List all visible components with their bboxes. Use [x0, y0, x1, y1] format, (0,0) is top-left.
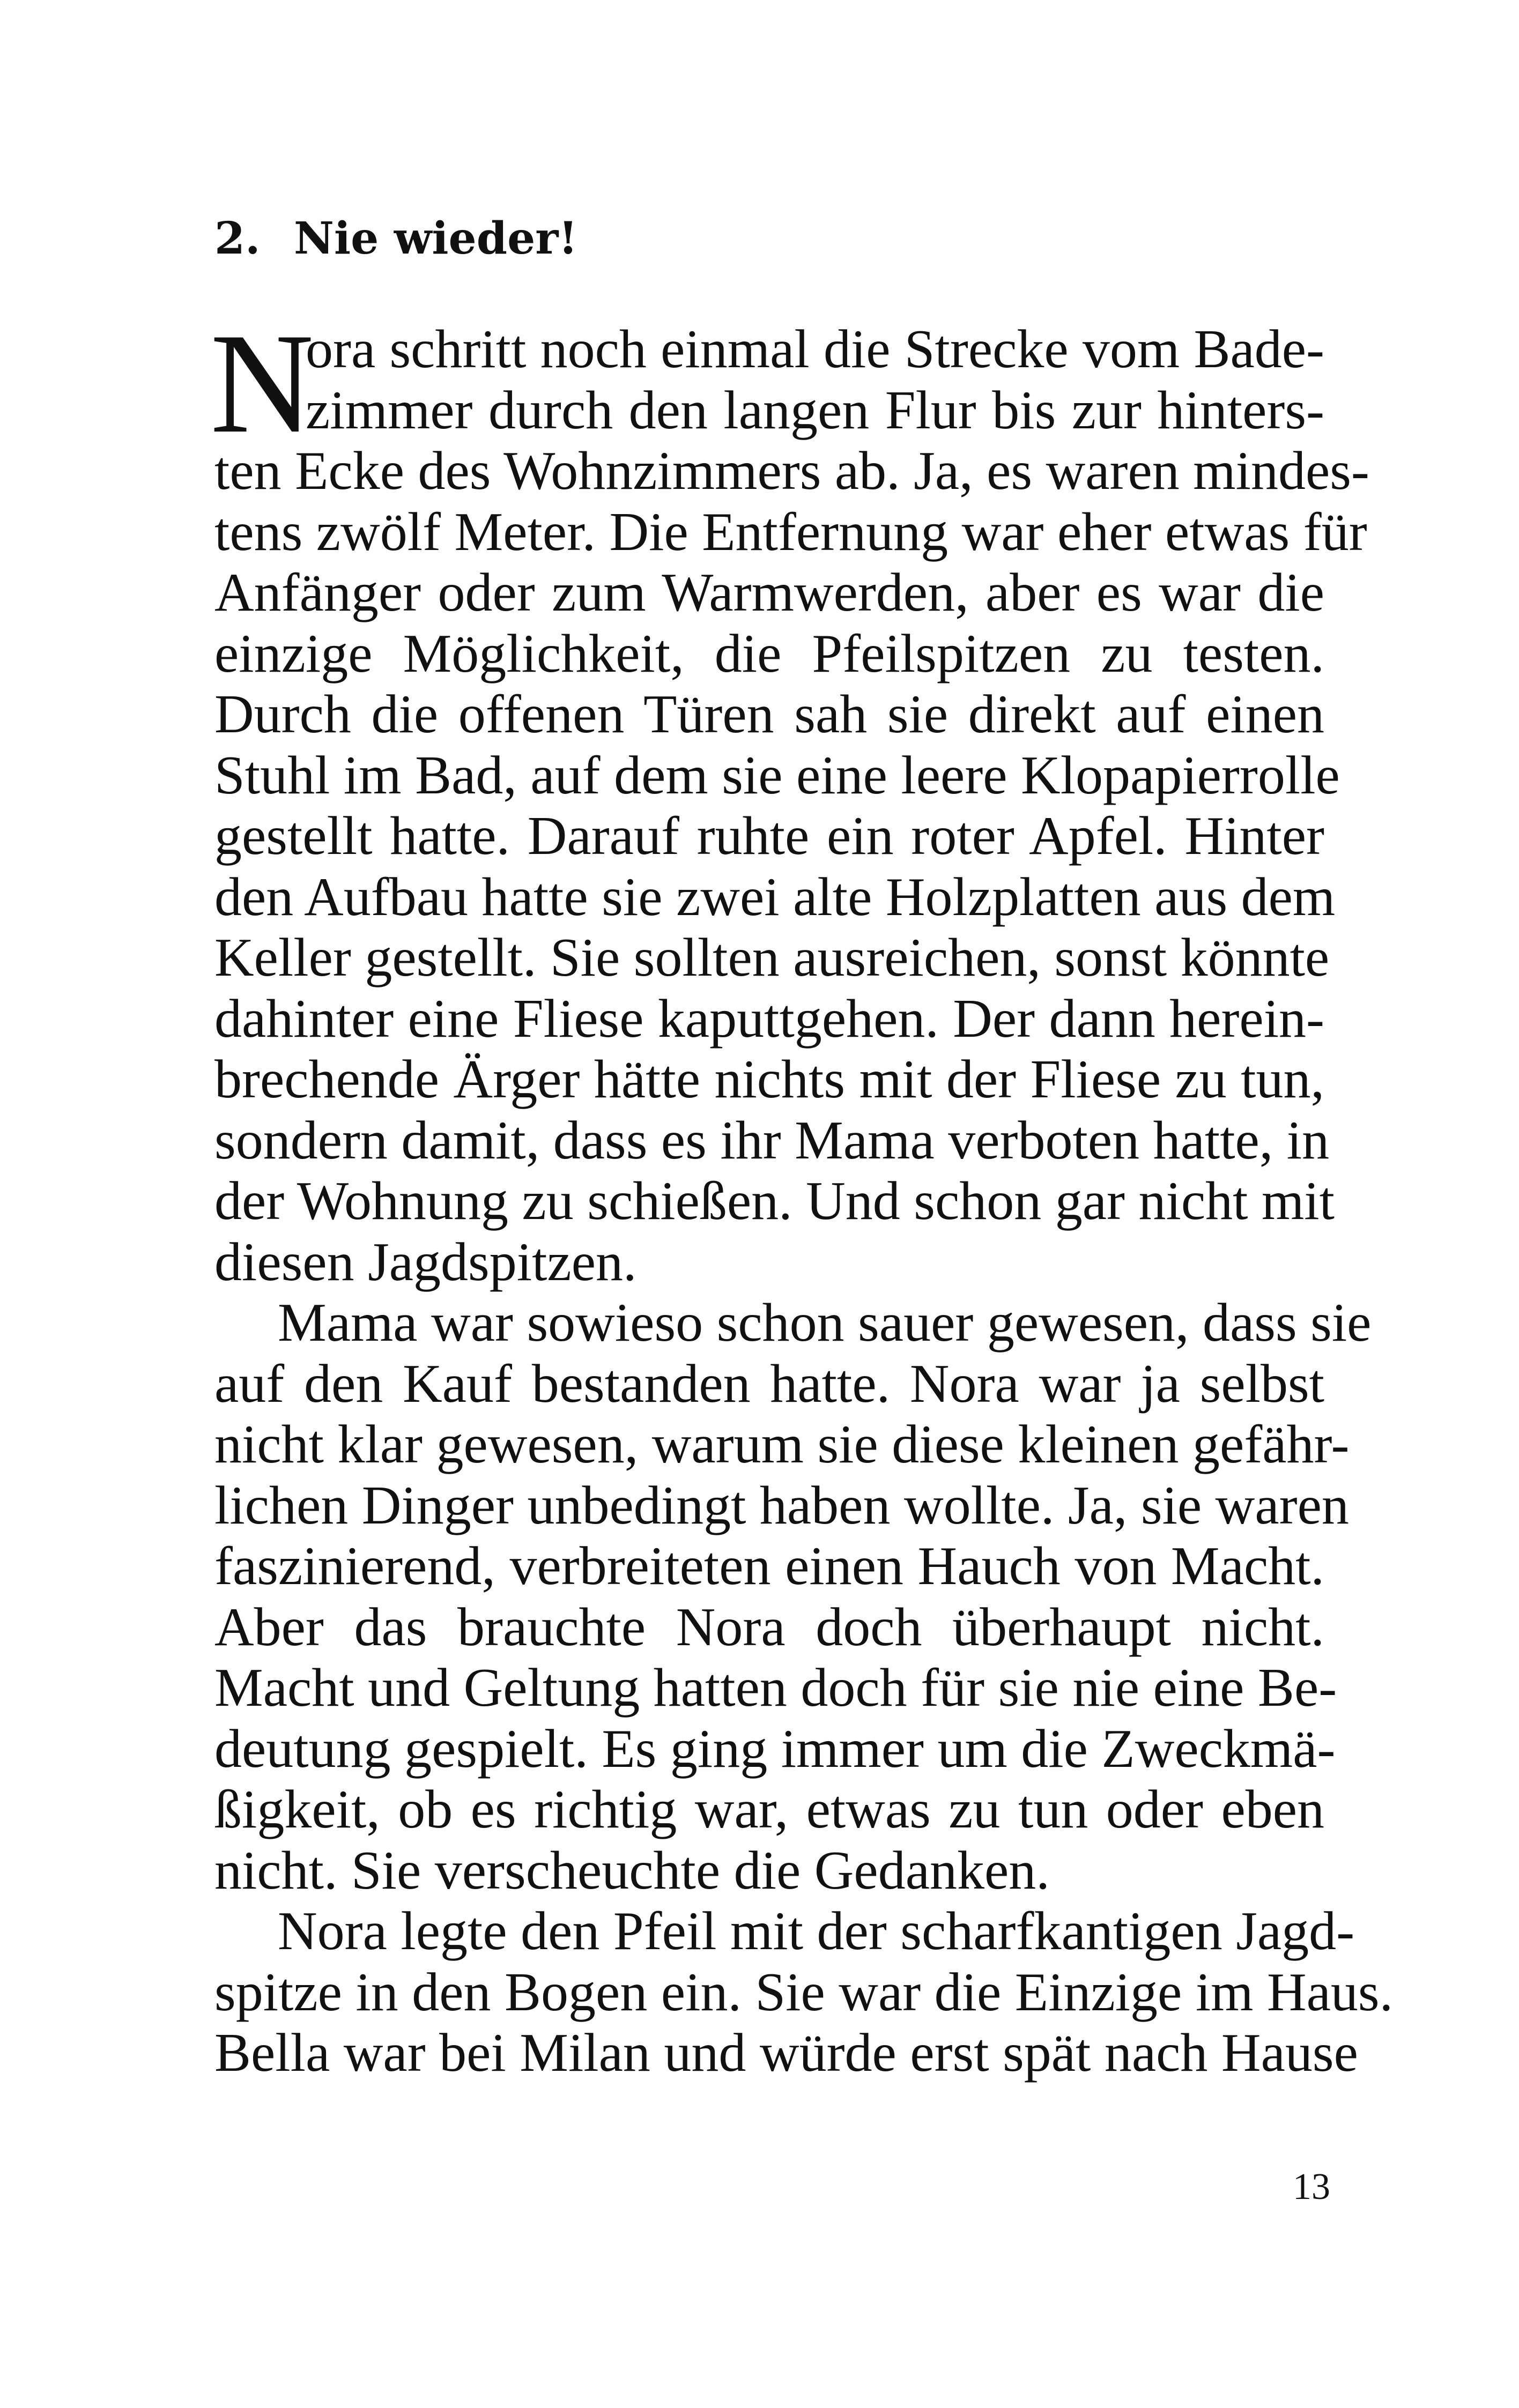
text-line: diesen Jagdspitzen.	[214, 1231, 637, 1292]
text-line: faszinierend, verbreiteten einen Hauch von Macht.	[214, 1536, 1324, 1596]
drop-cap: N	[210, 303, 314, 463]
body-text	[210, 303, 1394, 2084]
text-line: spitze in den Bogen ein. Sie war die Einzige im Haus.	[214, 1961, 1394, 2023]
text-line: dahinter eine Fliese kaputtgehen. Der dann herein-	[214, 988, 1324, 1049]
text-line: deutung gespielt. Es ging immer um die Zweckmä-	[214, 1718, 1336, 1779]
text-line: der Wohnung zu schießen. Und schon gar nicht mit	[214, 1171, 1335, 1231]
text-line: ßigkeit, ob es richtig war, etwas zu tun oder eben	[214, 1779, 1324, 1840]
text-line: tens zwölf Meter. Die Entfernung war eher etwas für	[214, 501, 1367, 562]
paragraph-1	[210, 303, 1369, 1292]
text-line: brechende Ärger hätte nichts mit der Fliese zu tun,	[214, 1049, 1324, 1110]
paragraph-3	[214, 1901, 1394, 2084]
text-line: ora schritt noch einmal die Strecke vom Bade-	[306, 319, 1324, 380]
text-line: Macht und Geltung hatten doch für sie nie eine Be-	[214, 1658, 1337, 1718]
text-line: Aber das brauchte Nora doch überhaupt nicht.	[214, 1596, 1324, 1658]
text-line: Nora legte den Pfeil mit der scharfkantigen Jagd-	[278, 1901, 1355, 1961]
chapter-number: 2.	[214, 213, 261, 264]
text-line: nicht. Sie verscheuchte die Gedanken.	[214, 1840, 1050, 1901]
text-line: einzige Möglichkeit, die Pfeilspitzen zu testen.	[214, 623, 1324, 684]
text-line: nicht klar gewesen, warum sie diese kleinen gefähr-	[214, 1414, 1350, 1475]
text-line: Durch die offenen Türen sah sie direkt auf einen	[214, 684, 1324, 745]
text-line: zimmer durch den langen Flur bis zur hinters-	[306, 380, 1324, 441]
text-line: Anfänger oder zum Warmwerden, aber es war die	[214, 562, 1324, 623]
text-line: Keller gestellt. Sie sollten ausreichen, sonst könnte	[214, 927, 1330, 988]
text-line: gestellt hatte. Darauf ruhte ein roter Apfel. Hinter	[214, 806, 1324, 866]
text-line: Bella war bei Milan und würde erst spät nach Hause	[214, 2023, 1358, 2083]
text-line: den Aufbau hatte sie zwei alte Holzplatten aus dem	[214, 866, 1336, 927]
text-line: Mama war sowieso schon sauer gewesen, dass sie	[278, 1292, 1372, 1353]
text-line: Stuhl im Bad, auf dem sie eine leere Klopapierrolle	[214, 745, 1340, 806]
text-line: ten Ecke des Wohnzimmers ab. Ja, es waren mindes-	[214, 441, 1369, 501]
page-number: 13	[1293, 2166, 1330, 2208]
text-line: auf den Kauf bestanden hatte. Nora war ja selbst	[214, 1353, 1324, 1414]
chapter-title: Nie wieder!	[294, 213, 578, 264]
text-line: lichen Dinger unbedingt haben wollte. Ja, sie waren	[214, 1475, 1349, 1536]
text-line: sondern damit, dass es ihr Mama verboten hatte, in	[214, 1110, 1330, 1171]
paragraph-2	[214, 1292, 1372, 1901]
chapter-heading	[214, 212, 577, 265]
